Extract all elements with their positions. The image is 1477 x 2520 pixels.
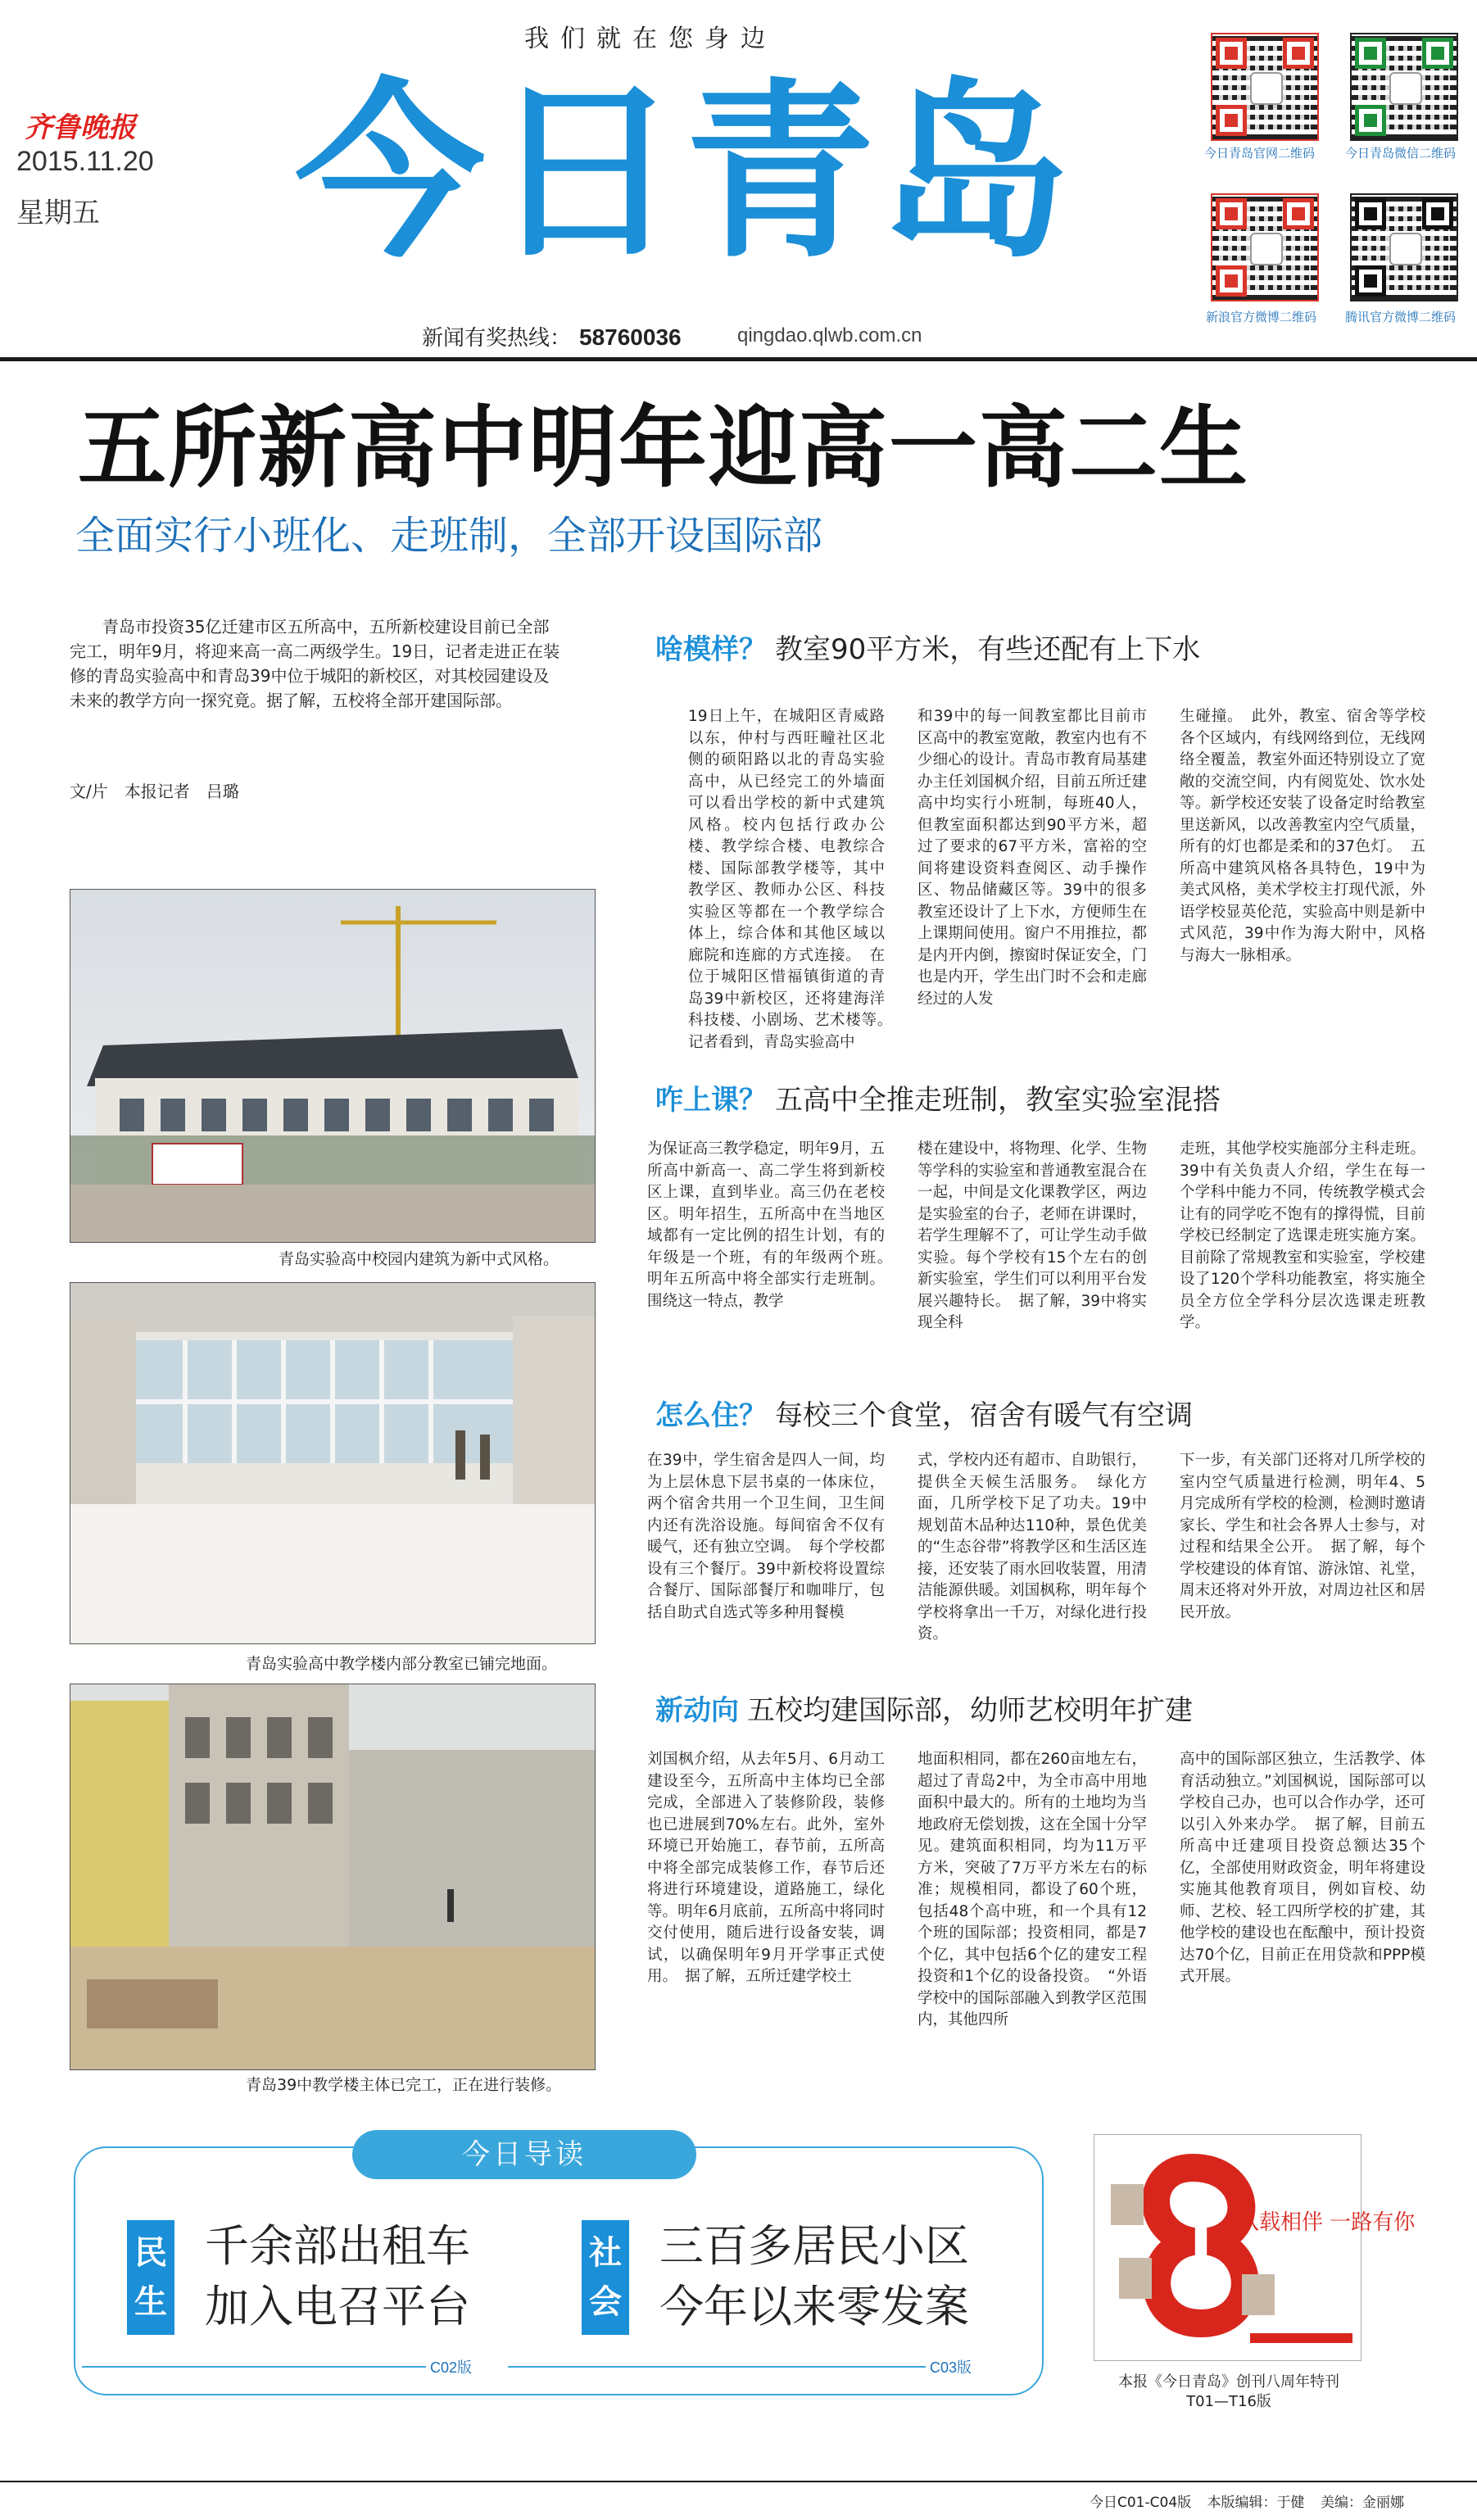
- guide-item-1-line-2: 加入电召平台: [205, 2281, 470, 2332]
- hotline-number: 58760036: [579, 324, 682, 350]
- guide-item-1[interactable]: [205, 2216, 470, 2337]
- website-qr-icon[interactable]: [1211, 33, 1319, 141]
- section-4-col-1: 刘国枫介绍，从去年5月、6月动工建设至今，五所高中主体均已全部完成，全部进入了装修阶段，装修也已进展到70%左右。此外，室外环境已开始施工，春节前，五所高中将全部完成装修工作，春节后还将进行环境建设，道路施工，绿化等。明年6月底前，五所高中将同时交付使用，随后进行设备安装，调试，以确保明年9月开学事正式使用。 据了解，五所迁建学校土: [647, 1751, 885, 1985]
- main-headline: 五所新高中明年迎高一高二生: [78, 397, 1250, 500]
- photo-caption-1: 青岛实验高中校园内建筑为新中式风格。: [279, 1250, 560, 1268]
- slogan: 我们就在您身边: [524, 25, 777, 53]
- hotline-label: 新闻有奖热线：: [422, 326, 572, 351]
- anniversary-caption-line-1: 本报《今日青岛》创刊八周年特刊: [1118, 2373, 1339, 2391]
- section-title-3: [655, 1393, 1193, 1433]
- photo-caption-2: 青岛实验高中教学楼内部分教室已铺完地面。: [246, 1655, 558, 1673]
- section-title-4: [655, 1688, 1193, 1728]
- section-3-col-3: 下一步，有关部门还将对几所学校的室内空气质量进行检测，明年4、5月完成所有学校的检测，检测时邀请家长、学生和社会各界人士参与，对过程和结果全公开。 据了解，每个学校建设的体育馆、游泳馆、礼堂，周末还将对外开放，对周边社区和居民开放。: [1180, 1452, 1425, 1621]
- sub-headline: 全面实行小班化、走班制，全部开设国际部: [75, 513, 823, 559]
- tencent-weibo-qr-icon[interactable]: [1350, 193, 1458, 301]
- website-url[interactable]: qingdao.qlwb.com.cn: [737, 324, 922, 347]
- photo-classroom-floor: [70, 1282, 596, 1644]
- qr-label-website: 今日青岛官网二维码: [1204, 146, 1316, 161]
- footer-pages: 今日C01-C04版: [1090, 2495, 1192, 2511]
- guide-item-2-line-2: 今年以来零发案: [659, 2281, 969, 2332]
- section-tag-1: 啥模样？: [655, 633, 767, 666]
- qr-label-tencent: 腾讯官方微博二维码: [1345, 310, 1457, 324]
- section-1-col-1: 19日上午，在城阳区青威路以东，仲村与西旺疃社区北侧的硕阳路以北的青岛实验高中，从已经完工的外墙面可以看出学校的新中式建筑风格。校内包括行政办公楼、教学综合楼、电教综合楼、国际部教学楼等，其中教学区、教师办公区、科技实验区等都在一个教学综合体上，综合体和其他区域以廊院和连廊的方式连接。 在位于城阳区惜福镇街道的青岛39中新校区，还将建海洋科技楼、小剧场、艺术楼等。 记者看到，青岛实验高中: [688, 708, 900, 1051]
- guide-item-2-line-1: 三百多居民小区: [659, 2220, 969, 2272]
- photo-school-building: [70, 889, 596, 1243]
- byline: 文/片 本报记者 吕璐: [70, 782, 239, 801]
- header-divider: [0, 357, 1477, 361]
- issue-weekday: 星期五: [16, 197, 100, 229]
- photo-39-building: [70, 1684, 596, 2070]
- section-1-col-2: 和39中的每一间教室都比目前市区高中的教室宽敞，教室内也有不少细心的设计。青岛市教育局基建办主任刘国枫介绍，目前五所迁建高中均实行小班制，每班40人，但教室面积都达到90平方米，超过了要求的67平方米，富裕的空间将建设资料查阅区、动手操作区、物品储藏区等。39中的很多教室还设计了上下水，方便师生在上课期间使用。窗户不用推拉，都是内开内倒，擦窗时保证安全，门也是内开，学生出门时不会和走廊经过的人发: [917, 708, 1147, 1008]
- guide-line-1: [82, 2366, 426, 2368]
- guide-item-2[interactable]: [659, 2216, 969, 2337]
- anniversary-caption: [1098, 2373, 1360, 2412]
- section-tag-3: 怎么住？: [655, 1399, 767, 1432]
- section-heading-4: 五校均建国际部，幼师艺校明年扩建: [747, 1694, 1193, 1727]
- section-title-2: [655, 1077, 1221, 1117]
- masthead-title: 今日青岛: [295, 62, 1076, 283]
- qr-label-wechat: 今日青岛微信二维码: [1345, 146, 1457, 161]
- guide-title: 今日导读: [352, 2130, 696, 2179]
- section-2-col-2: 楼在建设中，将物理、化学、生物等学科的实验室和普通教室混合在一起，中间是文化课教学区，两边是实验室的台子，老师在讲课时，若学生理解不了，可让学生动手做实验。每个学校有15个左右的创新实验室，学生们可以利用平台发展兴趣特长。 据了解，39中将实现全科: [917, 1140, 1147, 1331]
- sina-weibo-qr-icon[interactable]: [1211, 193, 1319, 301]
- section-title-1: [655, 627, 1200, 667]
- guide-badge-1: 民生: [127, 2220, 174, 2335]
- section-1-col-3: 生碰撞。 此外，教室、宿舍等学校各个区域内，有线网络到位，无线网络全覆盖，教室外面还特别设立了宽敞的交流空间，内有阅览处、饮水处等。新学校还安装了设备定时给教室里送新风，以改善教室内空气质量，所有的灯也都是柔和的37色灯。 五所高中建筑风格各具特色，19中为美式风格，美术学校主打现代派，外语学校显英伦范，实验高中则是新中式风范，39中作为海大附中，风格与海大一脉相承。: [1180, 708, 1425, 964]
- page-footer: [1090, 2491, 1404, 2511]
- footer-editor: 本版编辑：于健: [1207, 2495, 1305, 2511]
- qr-label-sina: 新浪官方微博二维码: [1206, 310, 1317, 324]
- article-lead: 青岛市投资35亿迁建市区五所高中，五所新校建设目前已全部完工，明年9月，将迎来高一高二两级学生。19日，记者走进正在装修的青岛实验高中和青岛39中位于城阳的新校区，对其校园建设及未来的教学方向一探究竟。据了解，五校将全部开建国际部。: [70, 617, 560, 710]
- guide-page-2[interactable]: C03版: [930, 2359, 972, 2376]
- anniversary-art[interactable]: [1094, 2134, 1416, 2361]
- section-heading-2: 五高中全推走班制，教室实验室混搭: [775, 1084, 1221, 1117]
- footer-divider: [0, 2481, 1477, 2482]
- section-heading-1: 教室90平方米，有些还配有上下水: [775, 633, 1201, 666]
- issue-date: 2015.11.20: [16, 146, 154, 177]
- section-4-col-2: 地面积相同，都在260亩地左右，超过了青岛2中，为全市高中用地面积中最大的。所有的土地均为当地政府无偿划拨，这在全国十分罕见。建筑面积相同，均为11万平方米，突破了7万平方米左右的标准；规模相同，都设了60个班，包括48个高中班，和一个具有12个班的国际部；投资相同，都是7个亿，其中包括6个亿的建安工程投资和1个亿的设备投资。 “外语学校中的国际部融入到教学区范围内，其他四所: [917, 1751, 1147, 2028]
- wechat-qr-icon[interactable]: [1350, 33, 1458, 141]
- news-hotline: [422, 321, 682, 351]
- guide-line-2: [508, 2366, 926, 2368]
- publisher-logo: 齐鲁晚报: [25, 111, 136, 144]
- section-3-col-1: 在39中，学生宿舍是四人一间，均为上层休息下层书桌的一体床位，两个宿舍共用一个卫生间，卫生间内还有洗浴设施。每间宿舍不仅有暖气，还有独立空调。 每个学校都设有三个餐厅。39中新校将设置综合餐厅、国际部餐厅和咖啡厅，包括自助式自选式等多种用餐模: [647, 1452, 885, 1621]
- guide-page-1[interactable]: C02版: [430, 2359, 473, 2376]
- section-2-col-3: 走班，其他学校实施部分主科走班。39中有关负责人介绍，学生在每一个学科中能力不同，传统教学模式会让有的同学吃不饱有的撑得慌，目前学校已经制定了选课走班实施方案。目前除了常规教室和实验室，学校建设了120个学科功能教室，将实施全员全方位全学科分层次选课走班教学。: [1180, 1140, 1425, 1331]
- section-heading-3: 每校三个食堂，宿舍有暖气有空调: [775, 1399, 1193, 1432]
- section-tag-4: 新动向: [655, 1694, 739, 1727]
- footer-designer: 美编：金丽娜: [1320, 2495, 1404, 2511]
- guide-item-1-line-1: 千余部出租车: [205, 2220, 470, 2272]
- anniversary-caption-line-2: T01—T16版: [1186, 2393, 1271, 2410]
- section-tag-2: 咋上课？: [655, 1084, 767, 1117]
- section-2-col-1: 为保证高三教学稳定，明年9月，五所高中新高一、高二学生将到新校区上课，直到毕业。高三仍在老校区。明年招生，五所高中在当地区域都有一定比例的招生计划，有的年级是一个班，有的年级两个班。 明年五所高中将全部实行走班制。围绕这一特点，教学: [647, 1140, 900, 1310]
- anniversary-slogan: 八载相伴 一路有你: [1238, 2210, 1416, 2235]
- photo-caption-3: 青岛39中教学楼主体已完工，正在进行装修。: [246, 2076, 562, 2094]
- section-4-col-3: 高中的国际部区独立，生活教学、体育活动独立。”刘国枫说，国际部可以学校自己办，也可以合作办学，还可以引入外来办学。 据了解，目前五所高中迁建项目投资总额达35个亿，全部使用财政资金，明年将建设实施其他教育项目，例如盲校、幼师、艺校、轻工四所学校的扩建，其他学校的建设也在酝酿中，预计投资达70个亿，目前正在用贷款和PPP模式开展。: [1180, 1751, 1425, 1985]
- section-3-col-2: 式，学校内还有超市、自助银行，提供全天候生活服务。 绿化方面，几所学校下足了功夫。19中规划苗木品种达110种，景色优美的“生态谷带”将教学区和生活区连接，还安装了雨水回收装置，用清洁能源供暖。刘国枫称，明年每个学校将拿出一千万，对绿化进行投资。: [917, 1452, 1147, 1643]
- guide-badge-2: 社会: [582, 2220, 629, 2335]
